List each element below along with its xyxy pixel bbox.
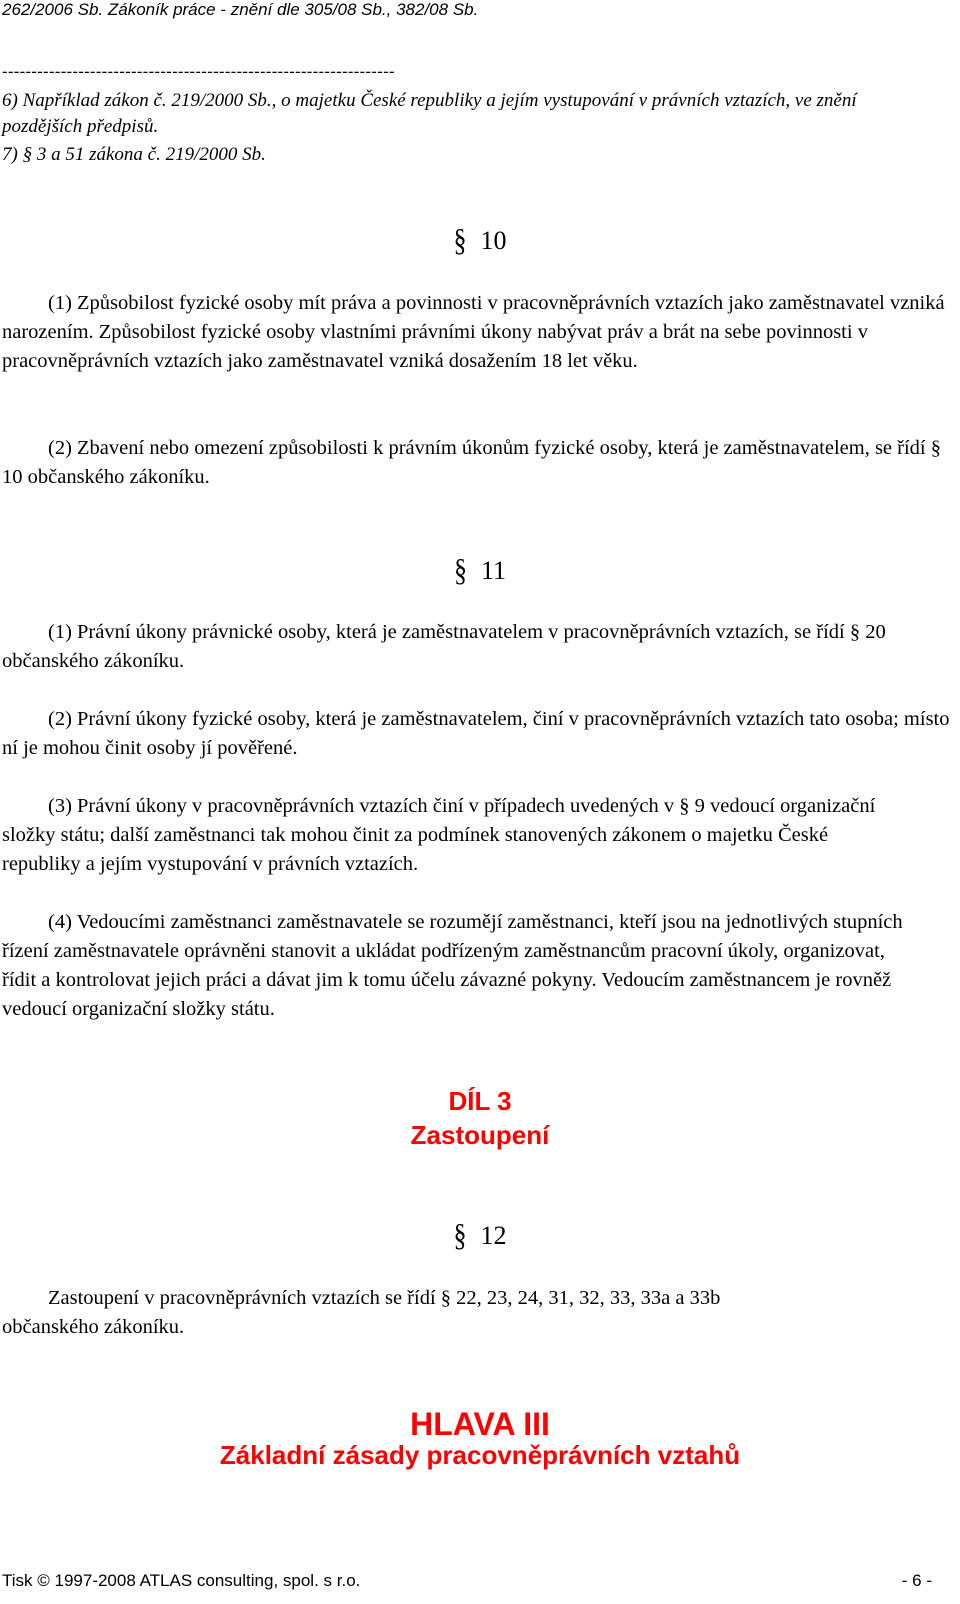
paragraph-text: (3) Právní úkony v pracovněprávních vztazích činí v případech uvedených v § 9 vedoucí organizační složky státu; další zaměstnanci tak mohou činit za podmínek stanovených zákonem o majetku České republiky a jejím vystupování v právních vztazích. [2,795,876,875]
section-number: 10 [480,226,507,255]
section-number: 12 [480,1221,507,1250]
section-10-paragraph-2 [2,434,952,492]
section-11-paragraph-1 [2,618,952,676]
footnote-6: 6) Například zákon č. 219/2000 Sb., o majetku České republiky a jejím vystupování v právních vztazích, ve znění pozdějších předpisů. [2,90,857,137]
section-11-heading [0,553,960,588]
document-header-title: 262/2006 Sb. Zákoník práce - znění dle 305/08 Sb., 382/08 Sb. [2,0,479,19]
section-11-paragraph-4 [2,908,917,1024]
chapter-3-title: Základní zásady pracovněprávních vztahů [219,1440,741,1470]
paragraph-text: (2) Právní úkony fyzické osoby, která je zaměstnavatelem, činí v pracovněprávních vztazích tato osoba; místo ní je mohou činit osoby jí pověřené. [2,708,950,759]
paragraph-text: (2) Zbavení nebo omezení způsobilosti k právním úkonům fyzické osoby, která je zaměstnavatelem, se řídí § 10 občanského zákoníku. [2,437,942,488]
paragraph-text: (4) Vedoucími zaměstnanci zaměstnavatele se rozumějí zaměstnanci, kteří jsou na jednotlivých stupních řízení zaměstnavatele oprávněni stanovit a ukládat podřízeným zaměstnancům pracovní úkoly, organizovat, řídit a kontrolovat jejich práci a dávat jim k tomu účelu závazné pokyny. Vedoucím zaměstnancem je rovněž vedoucí organizační složky státu. [2,911,903,1020]
part-3-label: DÍL 3 [448,1086,512,1116]
paragraph-sign-icon: § [453,1218,467,1253]
section-11-paragraph-3 [2,792,902,879]
paragraph-sign-icon: § [453,553,467,588]
section-12-heading [0,1218,960,1253]
footer-copyright: Tisk © 1997-2008 ATLAS consulting, spol. s r.o. [2,1571,361,1590]
section-11-paragraph-2 [2,705,952,763]
paragraph-text: Zastoupení v pracovněprávních vztazích se řídí § 22, 23, 24, 31, 32, 33, 33a a 33b občanského zákoníku. [2,1287,721,1338]
section-number: 11 [480,556,507,585]
section-12-paragraph-1 [2,1284,762,1342]
section-10-heading [0,223,960,258]
part-3-title: Zastoupení [410,1120,550,1150]
footnote-separator: ------------------------------------------------------------------- [2,62,395,81]
chapter-3-label: HLAVA III [410,1406,550,1442]
section-10-paragraph-1 [2,289,952,376]
paragraph-sign-icon: § [453,223,467,258]
paragraph-text: (1) Způsobilost fyzické osoby mít práva a povinnosti v pracovněprávních vztazích jako zaměstnavatel vzniká narozením. Způsobilost fyzické osoby vlastními právními úkony nabývat práv a brát na sebe povinnosti v pracovněprávních vztazích jako zaměstnavatel vzniká dosažením 18 let věku. [2,292,945,372]
footer-page-number: - 6 - [901,1571,932,1590]
paragraph-text: (1) Právní úkony právnické osoby, která je zaměstnavatelem v pracovněprávních vztazích, se řídí § 20 občanského zákoníku. [2,621,886,672]
footnote-7: 7) § 3 a 51 zákona č. 219/2000 Sb. [2,144,266,165]
